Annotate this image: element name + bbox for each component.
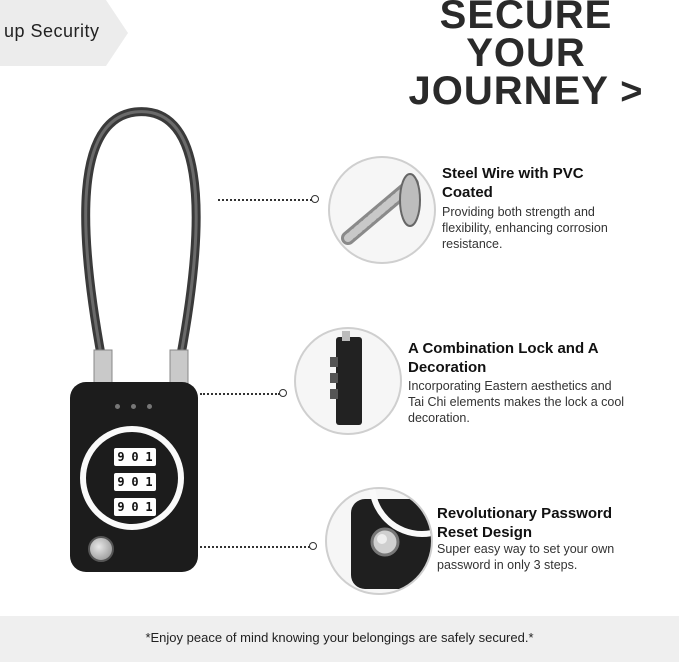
reset-button-icon [327,489,431,593]
cable-shackle-illustration [60,100,230,400]
headline-line-3-text: JOURNEY [408,69,609,113]
feature-title: A Combination Lock and A Decoration [408,340,598,376]
feature-title: Revolutionary Password Reset Design [437,505,613,541]
chevron-right-icon: > [620,71,644,113]
combination-dial-row[interactable] [114,473,156,491]
connector-endpoint [279,389,287,397]
indicator-dot [147,404,152,409]
connector-endpoint [309,542,317,550]
steel-wire-closeup [328,156,436,264]
connector-endpoint [311,195,319,203]
dial-digit: 0 [131,500,139,514]
lock-side-closeup [294,327,402,435]
feature-description: Providing both strength and flexibility, enhancing corrosion resistance. [442,205,608,251]
connector-line [218,199,312,201]
connector-line [200,546,310,548]
indicator-dot [131,404,136,409]
headline-line-2: YOUR [466,31,586,75]
dial-digit: 0 [131,475,139,489]
steel-wire-icon [330,158,434,262]
footer-note: *Enjoy peace of mind knowing your belongings are safely secured.* [145,630,534,645]
headline-line-3 [396,69,656,113]
brand-name: up Security [4,21,100,41]
headline [396,0,656,111]
combination-dial-row[interactable] [114,498,156,516]
reset-button-closeup [325,487,433,595]
headline-line-1: SECURE [439,0,613,37]
dial-digit: 9 [117,500,125,514]
indicator-dot [115,404,120,409]
lock-side-icon [296,329,400,433]
dial-digit: 1 [145,450,153,464]
dial-digit: 1 [145,500,153,514]
reset-button[interactable] [88,536,114,562]
feature-description: Incorporating Eastern aesthetics and Tai Chi elements makes the lock a cool decoration. [408,379,625,425]
dial-digit: 9 [117,450,125,464]
dial-digit: 1 [145,475,153,489]
feature-title: Steel Wire with PVC Coated [442,165,584,201]
combination-dial-row[interactable] [114,448,156,466]
connector-line [200,393,280,395]
feature-description: Super easy way to set your own password in only 3 steps. [437,542,615,572]
dial-digit: 9 [117,475,125,489]
dial-digit: 0 [131,450,139,464]
